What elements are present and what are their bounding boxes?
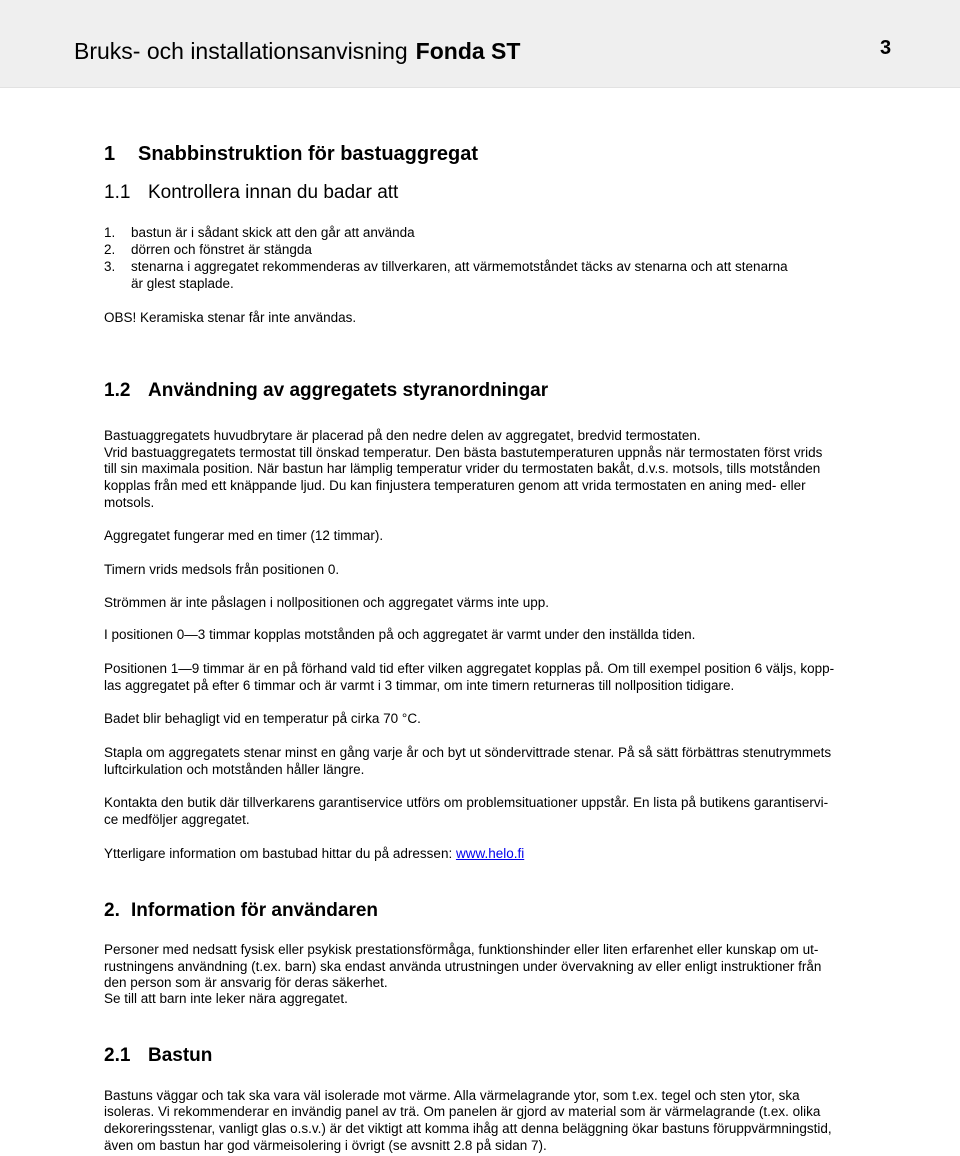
paragraph-line: även om bastun har god värmeisolering i övrigt (se avsnitt 2.8 på sidan 7). xyxy=(104,1138,547,1153)
paragraph-line: Stapla om aggregatets stenar minst en gång varje år och byt ut söndervittrade stenar. På så sätt förbättras stenutrymmets xyxy=(104,745,832,760)
section-title: Bastun xyxy=(148,1045,213,1066)
paragraph-line: luftcirkulation och motstånden håller längre. xyxy=(104,762,365,777)
more-info-text: Ytterligare information om bastubad hittar du på adressen: xyxy=(104,846,456,861)
section-2-1-heading xyxy=(104,1044,212,1068)
paragraph-line: till sin maximala position. När bastun har lämplig temperatur vrider du termostaten bakåt, d.v.s. motsols, tills motstånden xyxy=(104,461,821,476)
paragraph-line: rustningens användning (t.ex. barn) ska endast använda utrustningen under övervakning av eller enligt instruktioner från xyxy=(104,959,822,974)
list-number: 1. xyxy=(104,225,116,240)
paragraph-line: motsols. xyxy=(104,495,155,510)
paragraph-line: dekoreringsstenar, vanligt glas o.s.v.) är det viktigt att komma ihåg att denna beläggning ökar bastuns föruppvärmningstid, xyxy=(104,1121,832,1136)
clockwise-paragraph: Timern vrids medsols från positionen 0. xyxy=(104,562,340,577)
section-title: Användning av aggregatets styranordningar xyxy=(148,380,549,401)
list-number: 2. xyxy=(104,242,116,257)
section-2-heading xyxy=(104,899,378,923)
list-item xyxy=(104,259,788,276)
off-position-paragraph: Strömmen är inte påslagen i nollpositionen och aggregatet värms inte upp. xyxy=(104,595,550,610)
paragraph-line: Vrid bastuaggregatets termostat till önskad temperatur. Den bästa bastutemperaturen uppnås när termostaten först vrids xyxy=(104,445,823,460)
section-title: Information för användaren xyxy=(131,900,379,921)
more-info-paragraph xyxy=(104,846,524,863)
paragraph-line: Positionen 1—9 timmar är en på förhand vald tid efter vilken aggregatet kopplas på. Om till exempel position 6 väljs, kopp- xyxy=(104,661,835,676)
list-number: 3. xyxy=(104,259,116,274)
paragraph-line: Bastuns väggar och tak ska vara väl isolerade mot värme. Alla värmelagrande ytor, som t.ex. tegel och sten ytor, ska xyxy=(104,1088,800,1103)
timer-paragraph: Aggregatet fungerar med en timer (12 timmar). xyxy=(104,528,384,543)
paragraph-line: isoleras. Vi rekommenderar en invändig panel av trä. Om panelen är gjord av material som är värmelagrande (t.ex. olika xyxy=(104,1104,821,1119)
section-number: 1 xyxy=(104,143,116,165)
section-number: 1.1 xyxy=(104,182,131,203)
paragraph-line: ce medföljer aggregatet. xyxy=(104,812,250,827)
list-item xyxy=(104,242,312,259)
page-number: 3 xyxy=(880,37,892,59)
paragraph-line: Se till att barn inte leker nära aggregatet. xyxy=(104,991,348,1006)
temperature-paragraph: Badet blir behagligt vid en temperatur på cirka 70 °C. xyxy=(104,711,421,726)
paragraph-line: den person som är ansvarig för deras säkerhet. xyxy=(104,975,388,990)
section-1-2-heading xyxy=(104,379,548,403)
on-position-paragraph: I positionen 0—3 timmar kopplas motstånden på och aggregatet är varmt under den inställda tiden. xyxy=(104,627,696,642)
paragraph-line: Kontakta den butik där tillverkarens garantiservice utförs om problemsituationer uppstår. En lista på butikens garantiservi- xyxy=(104,795,829,810)
list-text: bastun är i sådant skick att den går att använda xyxy=(131,225,415,240)
list-text-continuation: är glest staplade. xyxy=(131,276,234,291)
section-number: 2.1 xyxy=(104,1045,131,1066)
section-number: 2. xyxy=(104,900,120,921)
section-number: 1.2 xyxy=(104,380,131,401)
section-title: Kontrollera innan du badar att xyxy=(148,182,399,203)
note: OBS! Keramiska stenar får inte användas. xyxy=(104,310,357,325)
paragraph-line: kopplas från med ett knäppande ljud. Du kan finjustera temperaturen genom att vrida termostaten en aning med- eller xyxy=(104,478,806,493)
paragraph-line: las aggregatet på efter 6 timmar och är varmt i 3 timmar, om inte timern returneras till nollposition tidigare. xyxy=(104,678,735,693)
paragraph-line: Personer med nedsatt fysisk eller psykisk prestationsförmåga, funktionshinder eller liten erfarenhet eller kunskap om ut- xyxy=(104,942,819,957)
list-item xyxy=(104,225,415,242)
paragraph-line: Bastuaggregatets huvudbrytare är placerad på den nedre delen av aggregatet, bredvid termostaten. xyxy=(104,428,701,443)
list-text: stenarna i aggregatet rekommenderas av tillverkaren, att värmemotståndet täcks av stenarna och att stenarna xyxy=(131,259,788,274)
document-title xyxy=(74,36,520,66)
page-header xyxy=(0,0,960,88)
section-1-heading xyxy=(104,141,478,167)
product-name: Fonda ST xyxy=(415,38,521,64)
manual-title: Bruks- och installationsanvisning xyxy=(74,38,408,64)
list-text: dörren och fönstret är stängda xyxy=(131,242,312,257)
section-title: Snabbinstruktion för bastuaggregat xyxy=(138,143,479,165)
section-1-1-heading xyxy=(104,181,398,205)
website-link[interactable]: www.helo.fi xyxy=(455,846,525,861)
